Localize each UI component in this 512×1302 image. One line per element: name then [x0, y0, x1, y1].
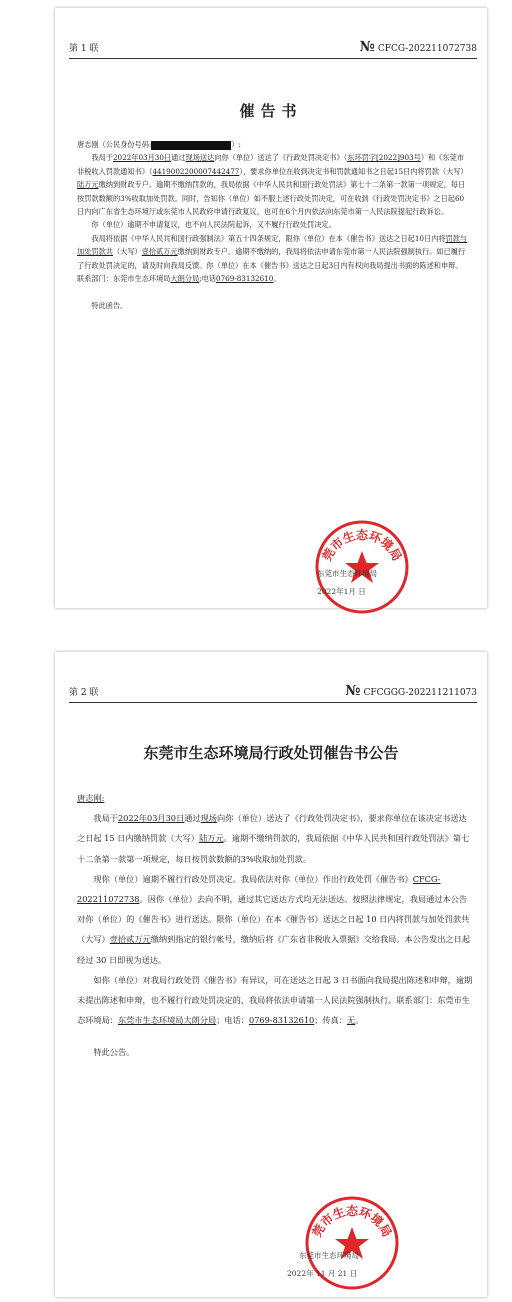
document-number	[360, 39, 477, 55]
addressee: 唐志刚（公民身份号码: ）:	[77, 140, 241, 149]
redaction-bar	[151, 141, 231, 150]
document-number	[345, 683, 477, 699]
signatory-organization: 东莞市生态环境局	[317, 569, 377, 578]
notice-page-2	[55, 652, 487, 1297]
addressee: 唐志刚:	[77, 793, 105, 803]
closing: 特此公告。	[93, 1047, 135, 1058]
document-number-value: CFCG-202211072738	[377, 44, 477, 54]
numero-sign-icon: №	[359, 39, 375, 55]
signature-date: 2022年 11 月 21 日	[287, 1269, 358, 1278]
paragraph-2: 现你（单位）逾期不履行行政处罚决定。我局依法对你（单位）作出行政处罚《催告书》CFCG-202211072738。因你（单位）去向不明，通过其它送达方式均无法送达。按照法律规定，我局通过本公告对你（单位）的《催告书》进行送达。限你（单位）在本《催告书》送达之日起 10 日内将罚款与加处罚款共（大写）壹拾贰万元缴纳到指定的银行帐号，缴纳后将《广东省非税收入票据》交给我局。本公告发出之日起经过 30 日即视为送达。	[77, 873, 471, 965]
closing: 特此函告。	[91, 301, 128, 311]
svg-text:莞市生态环境局: 莞市生态环境局	[319, 528, 405, 564]
paragraph-2: 你（单位）逾期不申请复议，也不向人民法院起诉，又不履行行政处罚决定。	[91, 220, 336, 230]
page-title: 催告书	[239, 102, 303, 120]
notice-page-1	[55, 8, 487, 608]
document-body	[77, 138, 471, 313]
copy-label: 第 2 联	[69, 688, 99, 698]
signatory-organization: 东莞市生态环境局	[299, 1251, 359, 1260]
paragraph-1: 我局于2022年03月30日通过现场送达向你（单位）送达了《行政处罚决定书》（东环罚字[2022]903号）和《东莞市非税收入罚款通知书》（4419002200007442477），要求你单位在收到决定书和罚款通知书之日起15日内将罚款（大写）陆万元缴纳到财政专户。逾期不缴纳罚款的，我局依据《中华人民共和国行政处罚法》第七十二条第一款第一项规定，每日按罚款数额的3%收取加处罚款。同时，告知你（单位）如不服上述行政处罚决定，可在收到《行政处罚决定书》之日起60日内向广东省生态环境厅或东莞市人民政府申请行政复议，也可在6个月内依法向东莞市第一人民法院提起行政诉讼。	[77, 153, 468, 217]
page-header	[69, 680, 477, 703]
official-seal	[313, 518, 411, 616]
paragraph-3: 我局将依据《中华人民共和国行政强制法》第五十四条规定，限你（单位）在本《催告书》送达之日起10日内将罚款与加处罚款共（大写）壹拾贰万元缴纳到财政专户。逾期不缴纳的，我局将依法申请东莞市第一人民法院强制执行。如已履行了行政处罚决定的，请及时向我局反馈。你（单位）在本《催告书》送达之日起3日内有权向我局提出书面的陈述和申辩。 联系部门：东莞市生态环境局大朗分局;电话0769-83132610。	[77, 233, 468, 284]
signature-date: 2022年1月 日	[317, 587, 366, 596]
page-header	[69, 36, 477, 59]
copy-label: 第 1 联	[69, 44, 99, 54]
numero-sign-icon: №	[345, 683, 361, 699]
page-title: 东莞市生态环境局行政处罚催告书公告	[143, 744, 399, 762]
paragraph-1: 我局于2022年03月30日通过现场向你（单位）送达了《行政处罚决定书》，要求你单位在该决定书送达之日起 15 日内缴纳罚款（大写）陆万元。逾期不缴纳罚款的，我局依据《中华人民共和国行政处罚法》第七十二条第一款第一项规定，每日按罚款数额的3%收取加处罚款。	[77, 813, 470, 864]
document-body	[77, 788, 473, 1063]
svg-text:莞市生态环境局: 莞市生态环境局	[309, 1204, 395, 1240]
paragraph-3: 如你（单位）对我局行政处罚《催告书》有异议，可在送达之日起 3 日书面向我局提出陈述和申辩，逾期未提出陈述和申辩，也不履行行政处罚决定的，我局将依法申请第一人民法院强制执行。联系部门：东莞市生态环境局：东莞市生态环境局大朗分局；电话：0769-83132610；传真：无。	[77, 974, 473, 1026]
document-number-value: CFCGGG-202211211073	[363, 688, 477, 698]
